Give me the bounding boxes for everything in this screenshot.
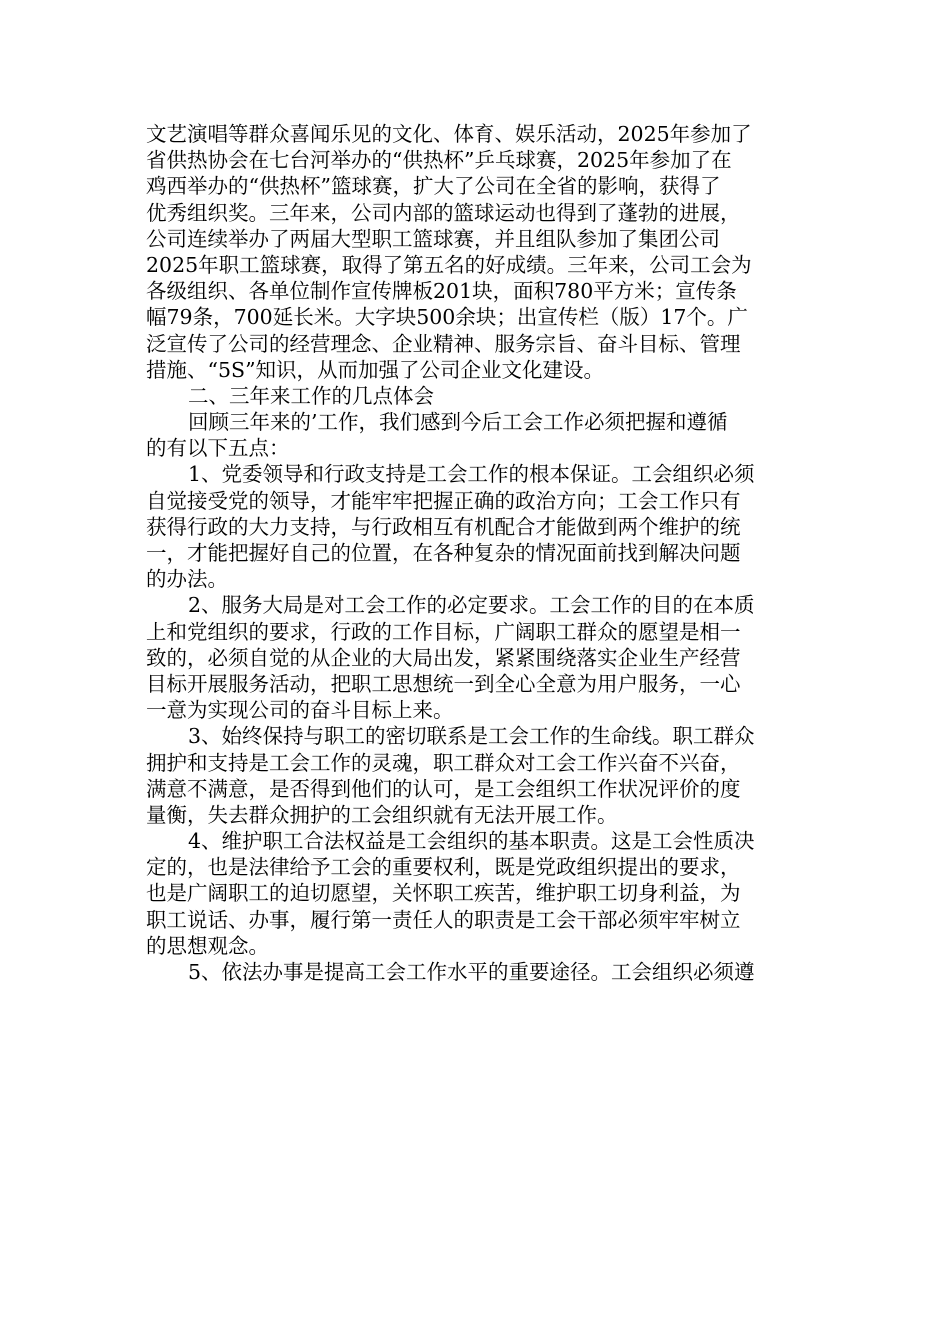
- point-4-line-3: 也是广阔职工的迫切愿望，关怀职工疾苦，维护职工切身利益，为: [146, 881, 741, 906]
- text-line-3: 鸡西举办的“供热杯”篮球赛，扩大了公司在全省的影响，获得了: [146, 174, 721, 199]
- text-line-10: 措施、“5S”知识，从而加强了公司企业文化建设。: [146, 357, 605, 382]
- text-line-4: 优秀组织奖。三年来，公司内部的篮球运动也得到了蓬勃的进展，: [146, 200, 741, 225]
- point-5-line-1: 5、依法办事是提高工会工作水平的重要途径。工会组织必须遵: [188, 960, 755, 984]
- section-heading: 二、三年来工作的几点体会: [188, 383, 434, 408]
- point-1-line-1: 1、党委领导和行政支持是工会工作的根本保证。工会组织必须: [188, 462, 755, 487]
- point-4-line-1: 4、维护职工合法权益是工会组织的基本职责。这是工会性质决: [188, 829, 755, 854]
- point-2-line-3: 致的，必须自觉的从企业的大局出发，紧紧围绕落实企业生产经营: [146, 645, 741, 670]
- text-line-12: 回顾三年来的’工作，我们感到今后工会工作必须把握和遵循: [188, 410, 728, 435]
- point-3-line-2: 拥护和支持是工会工作的灵魂，职工群众对工会工作兴奋不兴奋，: [146, 750, 741, 775]
- point-2-line-2: 上和党组织的要求，行政的工作目标，广阔职工群众的愿望是相一: [146, 619, 741, 644]
- text-line-6: 2025年职工篮球赛，取得了第五名的好成绩。三年来，公司工会为: [146, 252, 752, 277]
- point-3-line-1: 3、始终保持与职工的密切联系是工会工作的生命线。职工群众: [188, 724, 755, 749]
- point-1-line-4: 一，才能把握好自己的位置，在各种复杂的情况面前找到解决问题: [146, 541, 741, 565]
- text-line-7: 各级组织、各单位制作宣传牌板201块，面积780平方米；宣传条: [146, 279, 737, 304]
- point-1-line-5: 的办法。: [146, 567, 228, 592]
- text-line-2: 省供热协会在七台河举办的“供热杯”乒乓球赛，2025年参加了在: [146, 148, 732, 173]
- text-line-8: 幅79条，700延长米。大字块500余块；出宣传栏（版）17个。广: [146, 305, 748, 330]
- point-4-line-5: 的思想观念。: [146, 933, 269, 958]
- body-text: [146, 121, 816, 985]
- point-1-line-2: 自觉接受党的领导，才能牢牢把握正确的政治方向；工会工作只有: [146, 488, 741, 513]
- point-3-line-3: 满意不满意，是否得到他们的认可，是工会组织工作状况评价的度: [146, 776, 741, 801]
- text-line-9: 泛宣传了公司的经营理念、企业精神、服务宗旨、奋斗目标、管理: [146, 331, 741, 356]
- point-4-line-2: 定的，也是法律给予工会的重要权利，既是党政组织提出的要求，: [146, 855, 741, 880]
- point-2-line-1: 2、服务大局是对工会工作的必定要求。工会工作的目的在本质: [188, 593, 755, 618]
- point-4-line-4: 职工说话、办事，履行第一责任人的职责是工会干部必须牢牢树立: [146, 907, 741, 932]
- point-2-line-5: 一意为实现公司的奋斗目标上来。: [146, 698, 454, 723]
- point-2-line-4: 目标开展服务活动，把职工思想统一到全心全意为用户服务，一心: [146, 671, 741, 696]
- text-line-13: 的有以下五点：: [146, 436, 290, 461]
- point-1-line-3: 获得行政的大力支持，与行政相互有机配合才能做到两个维护的统: [146, 514, 741, 539]
- text-line-1: 文艺演唱等群众喜闻乐见的文化、体育、娱乐活动，2025年参加了: [146, 122, 752, 146]
- point-3-line-4: 量衡，失去群众拥护的工会组织就有无法开展工作。: [146, 802, 618, 827]
- text-line-5: 公司连续举办了两届大型职工篮球赛，并且组队参加了集团公司: [146, 226, 720, 251]
